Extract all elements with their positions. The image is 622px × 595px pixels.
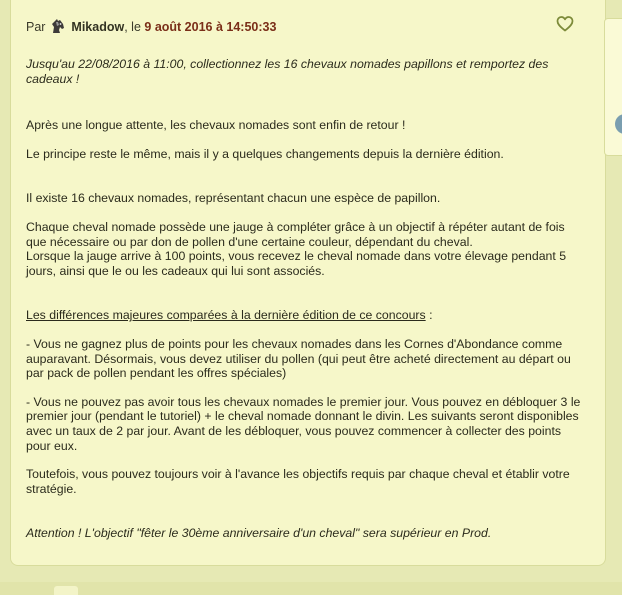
- horse-head-icon: [50, 18, 66, 34]
- by-label: Par: [26, 20, 46, 34]
- differences-colon: :: [425, 308, 433, 323]
- post-paragraph: Après une longue attente, les chevaux nomades sont enfin de retour !: [26, 118, 406, 133]
- post-paragraph: Il existe 16 chevaux nomades, représentant chacun une espèce de papillon.: [26, 191, 441, 206]
- forum-post: [10, 0, 606, 566]
- post-body: [26, 57, 586, 541]
- post-paragraph: Le principe reste le même, mais il y a quelques changements depuis la dernière édition.: [26, 146, 504, 161]
- side-panel: [604, 18, 622, 156]
- post-header: [26, 18, 276, 34]
- post-paragraph: Toutefois, vous pouvez toujours voir à l'avance les objectifs requis par chaque cheval et établir votre stratégie.: [26, 467, 570, 496]
- differences-title: Les différences majeures comparées à la dernière édition de ce concours: [26, 308, 426, 323]
- bottom-bar: [0, 582, 622, 595]
- differences-heading: [26, 308, 586, 323]
- post-intro: Jusqu'au 22/08/2016 à 11:00, collectionnez les 16 chevaux nomades papillons et remportez des cadeaux !: [26, 57, 549, 86]
- next-post-edge: [54, 586, 78, 595]
- post-note: Attention ! L'objectif "fêter le 30ème anniversaire d'un cheval" sera supérieur en Prod.: [26, 526, 492, 541]
- date-prefix: , le: [124, 20, 141, 34]
- post-paragraph: Lorsque la jauge arrive à 100 points, vous recevez le cheval nomade dans votre élevage pendant 5 jours, ainsi que le ou les cadeaux qui lui sont associés.: [26, 249, 567, 278]
- post-date: 9 août 2016 à 14:50:33: [144, 20, 277, 34]
- heart-icon[interactable]: [556, 15, 574, 33]
- post-paragraph: - Vous ne pouvez pas avoir tous les chevaux nomades le premier jour. Vous pouvez en débloquer 3 le premier jour (pendant le tutoriel) + le cheval nomade donnant le divin. Les suivants seront disponibles avec un taux de 2 par jour. Avant de les débloquer, vous pouvez commencer à collecter des points pour eux.: [26, 394, 581, 453]
- post-author[interactable]: Mikadow: [71, 20, 125, 34]
- post-paragraph: Chaque cheval nomade possède une jauge à compléter grâce à un objectif à répéter autant de fois que nécessaire ou par don de pollen d'une certaine couleur, dépendant du cheval.: [26, 219, 565, 249]
- post-paragraph: - Vous ne gagnez plus de points pour les chevaux nomades dans les Cornes d'Abondance comme auparavant. Désormais, vous devez utiliser du pollen (qui peut être acheté directement au départ ou par pack de pollen pendant les offres spéciales): [26, 336, 571, 381]
